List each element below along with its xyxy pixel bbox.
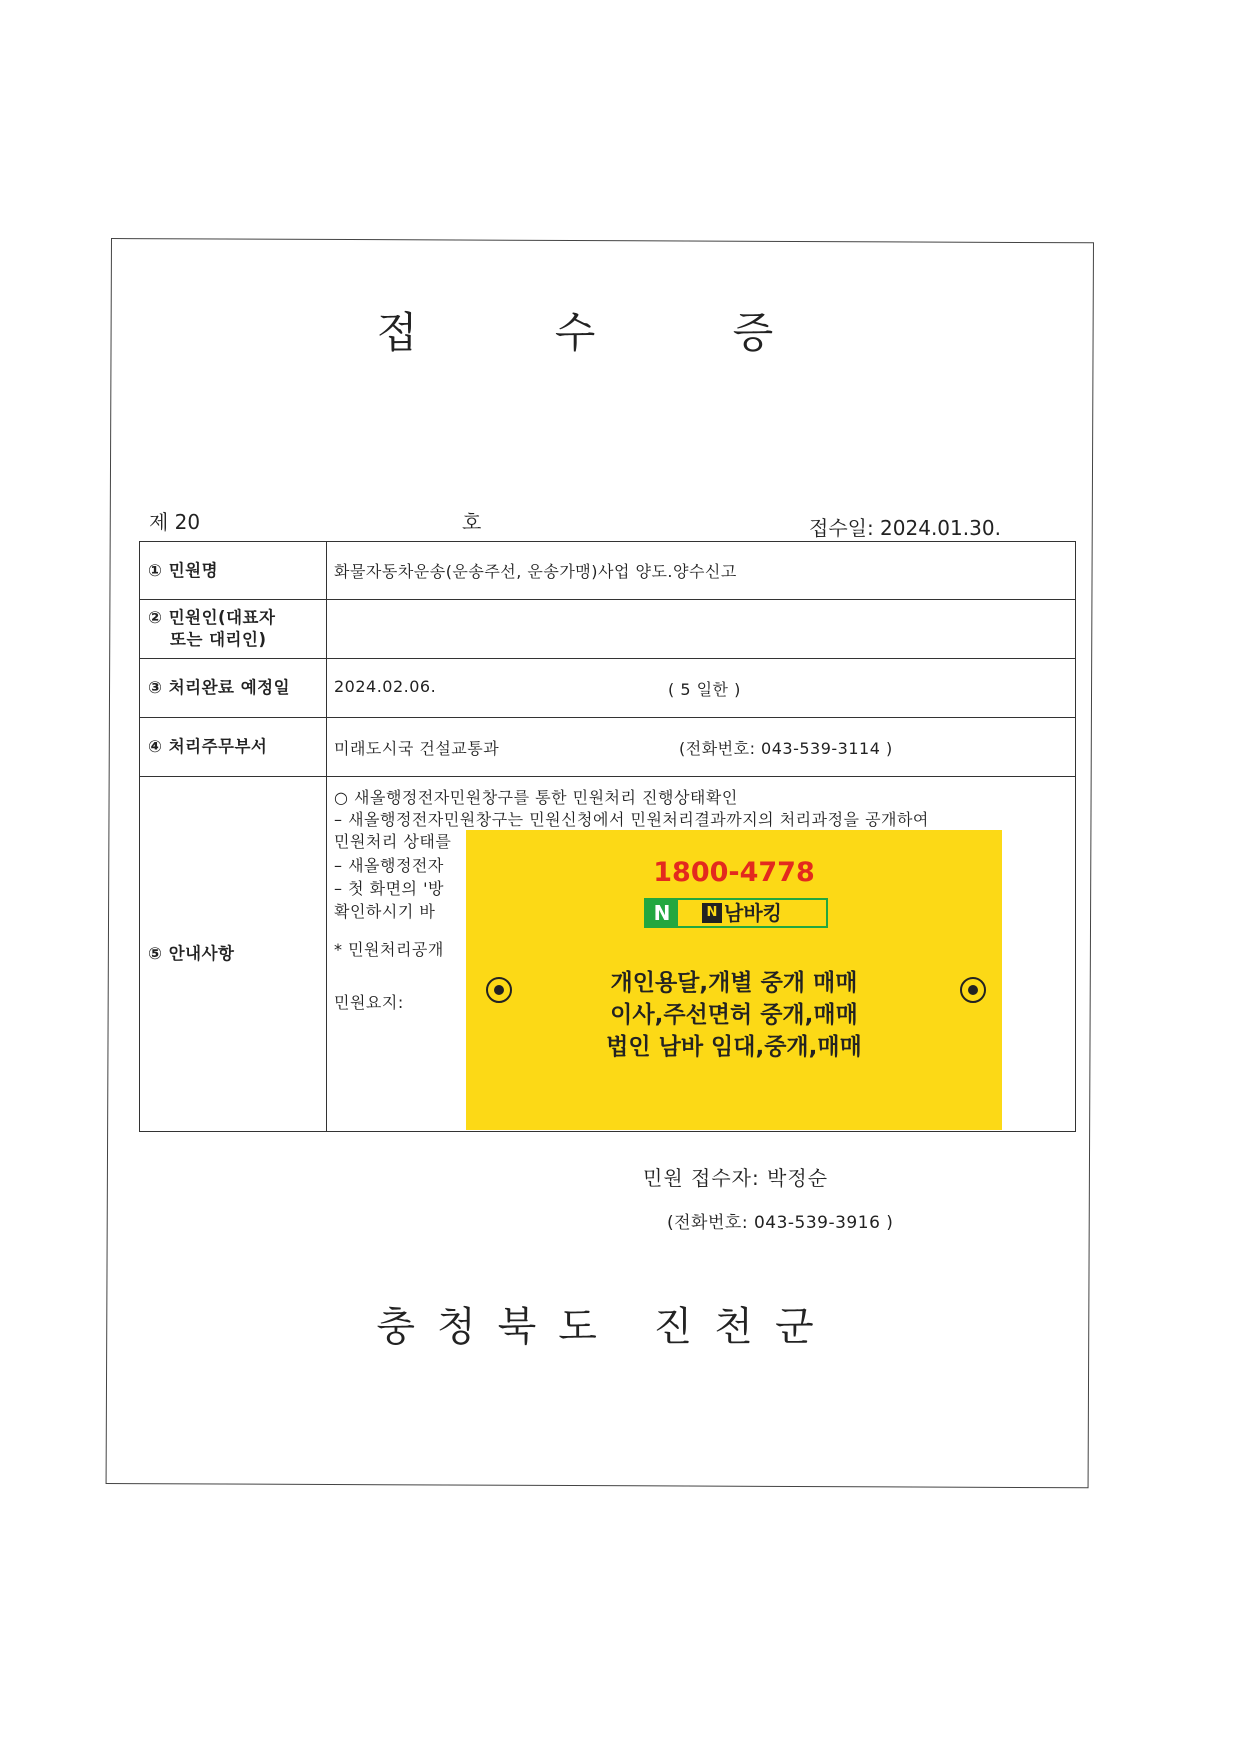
department-name: 미래도시국 건설교통과	[334, 738, 500, 758]
due-date-value: 2024.02.06.	[334, 676, 437, 696]
row-value-petitioner	[327, 600, 1076, 659]
table-row	[140, 600, 1076, 659]
advertisement-banner	[466, 830, 1002, 1130]
guide-line: – 새올행정전자	[334, 856, 444, 875]
ad-text	[466, 967, 1002, 1063]
table-row	[140, 542, 1076, 600]
row-label-petitioner	[140, 600, 327, 659]
guide-line: 민원처리 상태를	[334, 832, 452, 851]
guide-line: 확인하시기 바	[334, 902, 436, 921]
receipt-number: 제 20	[149, 510, 201, 534]
row-value-petition-name: 화물자동차운송(운송주선, 운송가맹)사업 양도.양수신고	[327, 542, 1076, 600]
row-label-petitioner-line1: ② 민원인(대표자	[148, 608, 276, 627]
receipt-date: 접수일: 2024.01.30.	[809, 516, 1001, 540]
row-value-due-date	[327, 659, 1076, 718]
due-date-period: ( 5 일한 )	[668, 679, 741, 699]
receiver-phone: (전화번호: 043-539-3916 )	[667, 1213, 894, 1233]
document-title: 접 수 증	[376, 308, 836, 357]
guide-line: * 민원처리공개	[334, 940, 444, 959]
row-label-petition-name: ① 민원명	[140, 542, 327, 600]
brand-mark-icon: N	[702, 903, 722, 923]
ad-line: 법인 남바 임대,중개,매매	[606, 1034, 862, 1060]
row-label-due-date: ③ 처리완료 예정일	[140, 659, 327, 718]
row-label-guide: ⑤ 안내사항	[140, 777, 327, 1132]
ad-logo	[644, 898, 828, 928]
ad-line: 개인용달,개별 중개 매매	[610, 970, 858, 996]
guide-line: ○ 새올행정전자민원창구를 통한 민원처리 진행상태확인	[334, 788, 738, 807]
receiver-name: 민원 접수자: 박정순	[643, 1166, 829, 1190]
department-phone: (전화번호: 043-539-3114 )	[679, 738, 893, 758]
ad-line: 이사,주선면허 중개,매매	[610, 1002, 858, 1028]
ad-brand-name: 남바킹	[724, 901, 782, 925]
table-row	[140, 659, 1076, 718]
issuing-organization: 충청북도 진천군	[376, 1304, 836, 1350]
guide-line: – 첫 화면의 '방	[334, 879, 444, 898]
naver-n-icon: N	[646, 900, 678, 926]
receipt-number-suffix: 호	[462, 510, 482, 534]
row-label-department: ④ 처리주무부서	[140, 718, 327, 777]
row-value-department	[327, 718, 1076, 777]
table-row	[140, 718, 1076, 777]
guide-line: – 새올행정전자민원창구는 민원신청에서 민원처리결과까지의 처리과정을 공개하여	[334, 810, 929, 829]
row-label-petitioner-line2: 또는 대리인)	[170, 630, 267, 649]
ad-phone-number: 1800-4778	[653, 857, 815, 888]
petition-summary-label: 민원요지:	[334, 993, 404, 1012]
